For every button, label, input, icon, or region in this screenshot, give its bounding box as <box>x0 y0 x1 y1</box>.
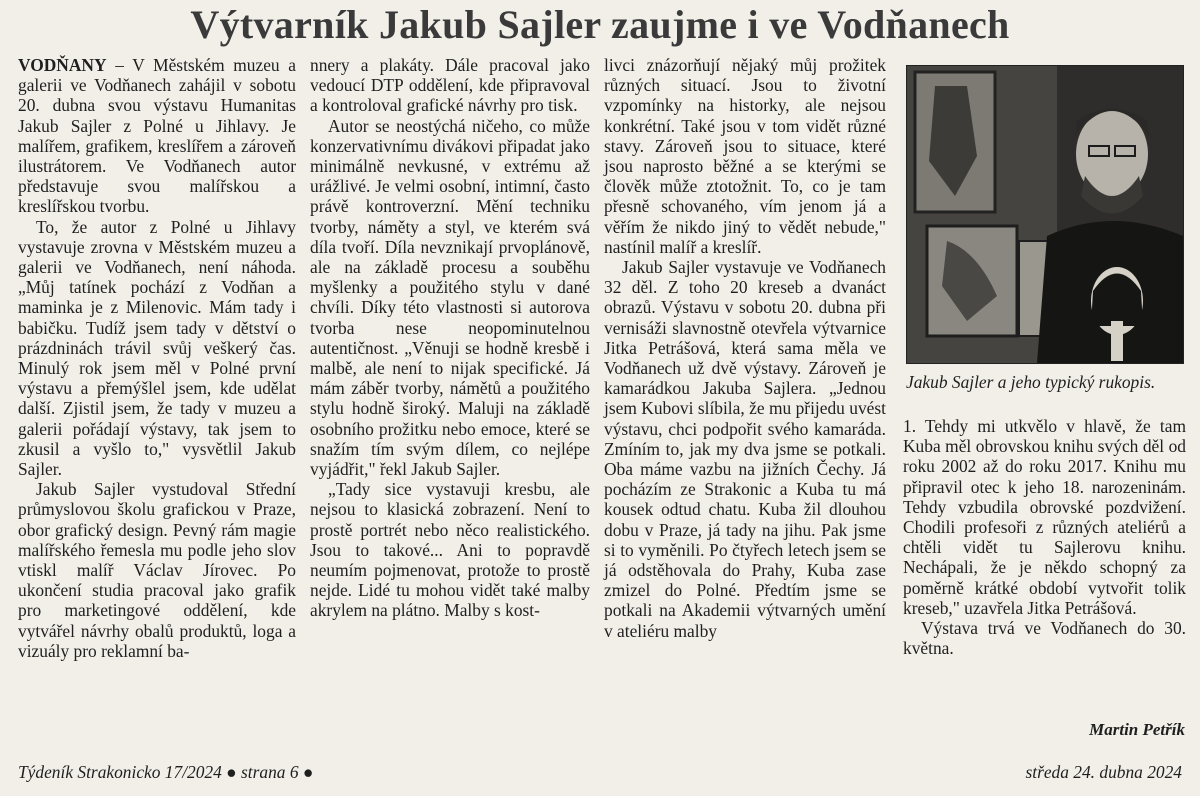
paragraph: Jakub Sajler vystavuje ve Vodňanech 32 děl. Z toho 20 kreseb a dvanáct obrazů. Výstavu v sobotu 20. dubna při vernisáži slavnostně otevřela výtvarnice Jitka Petrášová, která sama měla ve Vodňanech už dvě výstavy. Zároveň je kamarádkou Jakuba Sajlera. „Jednou jsem Kubovi slíbila, že mu přijedu uvést výstavu, chci podpořit svého kamaráda. Zmíním to, jak my dva jsme se potkali. Oba máme vazbu na jižních Čechy. Já pocházím ze Strakonic a Kuba tu má kousek odtud chatu. Kuba žil dlouhou dobu v Praze, já tady na jihu. Pak jsme si to vyměnili. Po čtyřech letech jsem se já odstěhovala do Prahy, Kuba zase zmizel do Polné. Předtím jsme se potkali na Akademii výtvarných umění v ateliéru malby <box>604 257 886 641</box>
article-headline: Výtvarník Jakub Sajler zaujme i ve Vodňanech <box>190 2 1010 47</box>
paragraph: Jakub Sajler vystudoval Střední průmyslovou školu grafickou v Praze, obor grafický design. Pevný rám magie malířského řemesla mu podle jeho slov vtiskl malíř Václav Jírovec. Po ukončení studia pracoval jako grafik pro marketingové oddělení, kde vytvářel návrhy obalů produktů, loga a vizuály pro reklamní ba- <box>18 479 296 661</box>
paragraph: Výstava trvá ve Vodňanech do 30. května. <box>903 618 1186 659</box>
paragraph-text: – V Městském muzeu a galerii ve Vodňanech zahájil v sobotu 20. dubna svou výstavu Humanitas Jakub Sajler z Polné u Jihlavy. Je malířem, grafikem, kreslířem a zároveň ilustrátorem. Ve Vodňanech autor představuje svou malířskou a kreslířskou tvorbu. <box>18 55 296 217</box>
footer-date: středa 24. dubna 2024 <box>1025 762 1182 782</box>
paragraph: Autor se neostýchá ničeho, co může konzervativnímu divákovi připadat jako minimálně nevkusné, v extrému až urážlivé. Je velmi osobní, intimní, často právě kontroverzní. Mění techniku tvorby, náměty a styl, ve kterém svá díla tvoří. Díla nevznikají prvoplánově, ale na základě procesu a souběhu myšlenky a použitého stylu v dané chvíli. Díky této vlastnosti si autorova tvorba nese neopominutelnou autentičnost. „Věnuji se hodně kresbě i malbě, ale není to nijak specifické. Já mám záběr tvorby, námětů a použitého stylu hodně široký. Maluji na základě osobního prožitku nebo emoce, které se snažím tím svým dílem, co nejlépe vyjádřit," řekl Jakub Sajler. <box>310 115 590 480</box>
photo-caption: Jakub Sajler a jeho typický rukopis. <box>906 372 1156 392</box>
text-column-3 <box>604 55 886 641</box>
article-author: Martin Petřík <box>1089 720 1185 739</box>
paragraph <box>18 55 296 217</box>
footer-publication-info: Týdeník Strakonicko 17/2024 ● strana 6 ● <box>18 762 314 782</box>
text-column-1 <box>18 55 296 661</box>
dateline-kicker: VODŇANY <box>18 55 107 75</box>
photo-illustration <box>907 66 1183 363</box>
text-column-4 <box>903 416 1186 658</box>
paragraph: To, že autor z Polné u Jihlavy vystavuje zrovna v Městském muzeu a galerii ve Vodňanech, není náhoda. „Můj tatínek pochází z Vodňan a maminka je z Milenovic. Mám tady i babičku. Tudíž jsem tady v dětství o prázdninách trávil svůj veškerý čas. Minulý rok jsem měl v Polné první výstavu a přemýšlel jsem, kde udělat další. Zjistil jsem, že tady v muzeu a galerii pořádají výstavy, tak jsem to zkusil a vyšlo to," vysvětlil Jakub Sajler. <box>18 216 296 480</box>
paragraph: livci znázorňují nějaký můj prožitek různých situací. Jsou to životní vzpomínky na historky, ale nejsou konkrétní. Také jsou v tom vidět různé stavy. Zároveň jsou to situace, které jsou naprosto běžné a se kterými se člověk může ztotožnit. To, co je tam přesně schovaného, vím jenom já a věřím že nikdo jiný to vědět nebude," nastínil malíř a kreslíř. <box>604 55 886 257</box>
paragraph: 1. Tehdy mi utkvělo v hlavě, že tam Kuba měl obrovskou knihu svých děl od roku 2002 až do roku 2017. Knihu mu připravil otec k jeho 18. narozeninám. Tehdy vzbudila obrovské pozdvižení. Chodili profesoři z různých ateliérů a chtěli vidět tu Sajlerovu knihu. Nechápali, že je někdo schopný za poměrně krátké období vytvořit tolik kreseb," uzavřela Jitka Petrášová. <box>903 416 1186 618</box>
paragraph: „Tady sice vystavuji kresbu, ale nejsou to klasická zobrazení. Není to prostě portrét nebo něco realistického. Jsou to takové... Ani to popravdě neumím pojmenovat, protože to prostě nejde. Lidé tu mohou vidět také malby akrylem na plátno. Malby s kost- <box>310 479 590 621</box>
text-column-2 <box>310 55 590 621</box>
paragraph: nnery a plakáty. Dále pracoval jako vedoucí DTP oddělení, kde připravoval a kontroloval grafické návrhy pro tisk. <box>310 55 590 116</box>
article-photo <box>906 65 1184 364</box>
